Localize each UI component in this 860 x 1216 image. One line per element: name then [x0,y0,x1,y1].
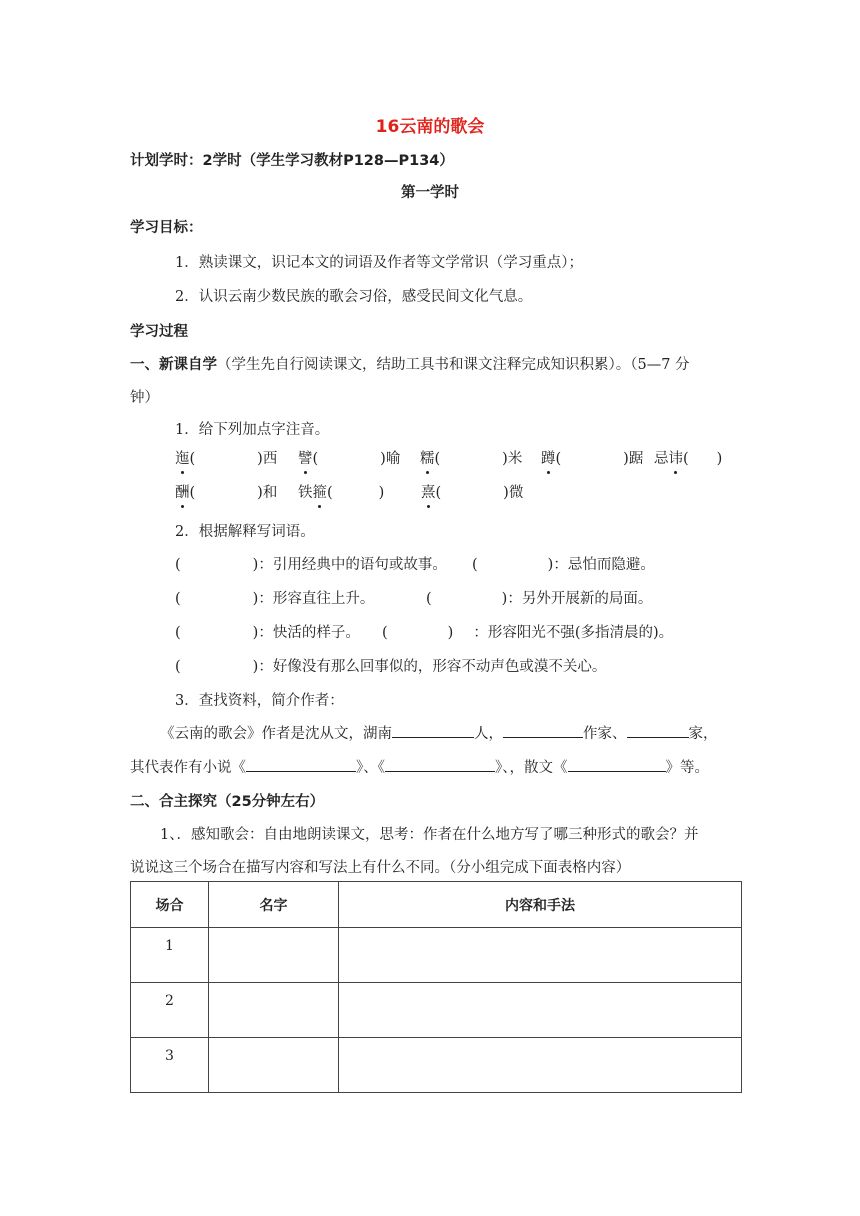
table-row [131,1038,742,1093]
objective-1: 1．熟读课文，识记本文的词语及作者等文学常识（学习重点）； [175,255,583,271]
header-occasion: 场合 [131,882,209,928]
content-cell[interactable] [339,1038,742,1093]
section1-intro-cont: 钟） [130,390,159,406]
pinyin-item-2: 譬( )喻 [298,447,400,468]
page-title: 16云南的歌会 [375,117,485,137]
name-cell[interactable] [209,928,339,983]
definition-4: ( )：好像没有那么回事似的，形容不动声色或漠不关心。 [175,659,607,675]
question-2: 2．根据解释写词语。 [175,524,315,540]
header-name: 名字 [209,882,339,928]
definition-1a: ( )：引用经典中的语句或故事。 [175,557,447,573]
process-heading: 学习过程 [130,324,188,340]
definition-1b: ( )：忌怕而隐避。 [472,557,655,573]
name-cell[interactable] [209,1038,339,1093]
content-cell[interactable] [339,928,742,983]
content-cell[interactable] [339,983,742,1038]
question-3: 3．查找资料，简介作者： [175,693,344,709]
row-number: 2 [131,983,209,1038]
pinyin-item-1: 迤( )西 [175,447,277,468]
name-cell[interactable] [209,983,339,1038]
definition-2a: ( )：形容直往上升。 [175,591,375,607]
definition-3a: ( )：快活的样子。 [175,625,360,641]
pinyin-item-6: 酬( )和 [175,481,277,502]
pinyin-item-4: 蹲( )踞 [541,447,643,468]
objectives-heading: 学习目标： [130,220,203,236]
author-line-2: 其代表作有小说《 》、《 》、，散文《 》等。 [130,756,709,777]
definition-3b: ( ) ：形容阳光不强(多指清晨的)。 [382,625,674,641]
section1-heading: 一、新课自学 [130,357,217,373]
definition-2b: ( )：另外开展新的局面。 [426,591,653,607]
table-row [131,928,742,983]
section1-intro-text: （学生先自行阅读课文，结助工具书和课文注释完成知识积累）。（5—7 分 [217,357,690,373]
table-header-row [131,882,742,928]
pinyin-item-8: 熹( )微 [421,481,523,502]
section2-heading: 二、合主探究（25分钟左右） [130,794,325,810]
row-number: 3 [131,1038,209,1093]
analysis-table [130,881,742,1093]
row-number: 1 [131,928,209,983]
pinyin-item-3: 糯( )米 [420,447,522,468]
section1-intro [130,353,690,374]
header-content: 内容和手法 [339,882,742,928]
session-heading: 第一学时 [401,185,459,201]
question-1: 1．给下列加点字注音。 [175,422,330,438]
section2-question-line-2: 说说这三个场合在描写内容和写法上有什么不同。（分小组完成下面表格内容） [130,860,631,876]
section2-question-line-1: 1、．感知歌会：自由地朗读课文，思考：作者在什么地方写了哪三种形式的歌会？并 [160,827,699,843]
objective-2: 2．认识云南少数民族的歌会习俗，感受民间文化气息。 [175,289,533,305]
pinyin-item-7: 铁箍( ) [298,481,384,502]
table-row [131,983,742,1038]
pinyin-item-5: 忌讳( ) [654,447,722,468]
author-line-1: 《云南的歌会》作者是沈从文，湖南 人， 作家、 家， [160,722,718,743]
plan-line: 计划学时：2学时（学生学习教材P128—P134） [130,153,454,169]
